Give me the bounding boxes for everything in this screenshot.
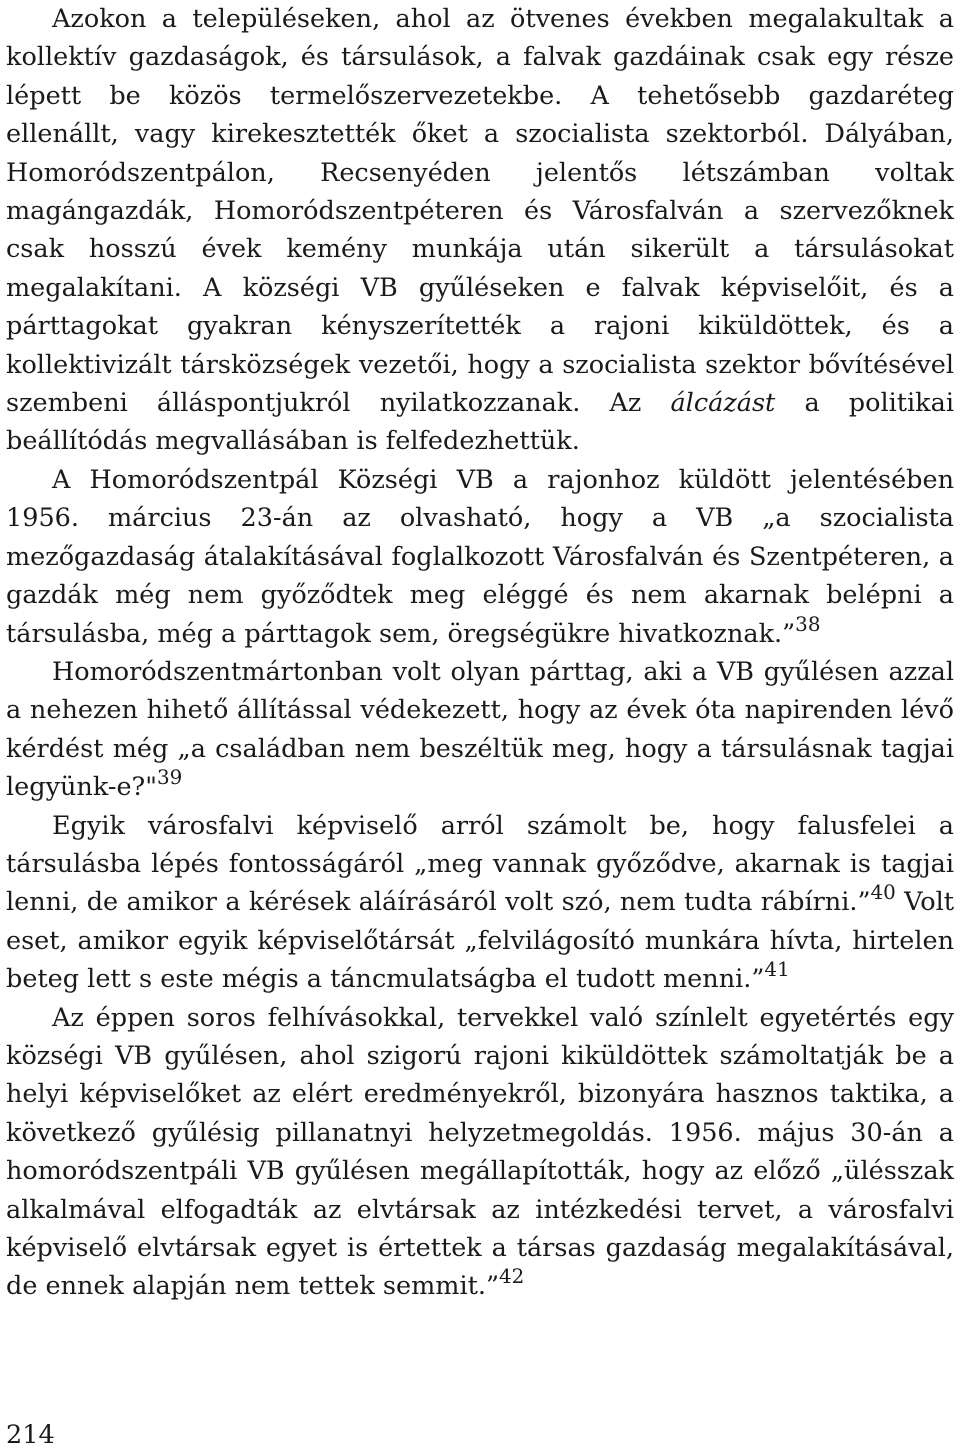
paragraph-text: Volt eset, amikor egyik képviselőtársát „felvilágosító munkára hívta, hirtelen beteg lett s este mégis a táncmulatságba el tudott menni.” [6, 887, 954, 995]
paragraph [6, 461, 954, 653]
footnote-ref: 42 [499, 1265, 525, 1289]
paragraph-text: A Homoródszentpál Községi VB a rajonhoz küldött jelentésében 1956. március 23-án az olvasható, hogy a VB „a szocialista mezőgazdaság átalakításával foglalkozott Városfalván és Szentpéteren, a gazdák még nem győződtek meg eléggé és nem akarnak belépni a társulásba, még a párttagok sem, öregségükre hivatkoznak.” [6, 464, 954, 649]
paragraph [6, 807, 954, 999]
paragraph [6, 653, 954, 807]
page-body [6, 0, 954, 1306]
footnote-ref: 40 [870, 881, 896, 905]
paragraph-text: Azokon a településeken, ahol az ötvenes években megalakultak a kollektív gazdaságok, és társulások, a falvak gazdáinak csak egy része lépett be közös termelőszervezetekbe. A tehetősebb gazdaréteg ellenállt, vagy kirekesztették őket a szocialista szektorból. Dályában, Homoródszentpálon, Recsenyéden jelentős létszámban voltak magángazdák, Homoródszentpéteren és Városfalván a szervezőknek csak hosszú évek kemény munkája után sikerült a társulásokat megalakítani. A községi VB gyűléseken e falvak képviselőit, és a párttagokat gyakran kényszerítették a rajoni kiküldöttek, és a kollektivizált társközségek vezetői, hogy a szocialista szektor bővítésével szembeni álláspontjukról nyilatkozzanak. Az [6, 4, 954, 419]
paragraph-text: Egyik városfalvi képviselő arról számolt be, hogy falusfelei a társulásba lépés fontosságáról „meg vannak győződve, akarnak is tagjai lenni, de amikor a kérések aláírásáról volt szó, nem tudta rábírni.” [6, 810, 954, 918]
page-number: 214 [6, 1420, 55, 1450]
emphasized-text: álcázást [670, 388, 776, 419]
footnote-ref: 38 [795, 612, 821, 636]
footnote-ref: 41 [764, 958, 790, 982]
paragraph-text: Az éppen soros felhívásokkal, tervekkel való színlelt egyetértés egy községi VB gyűlésen, ahol szigorú rajoni kiküldöttek számoltatják be a helyi képviselőket az elért eredményekről, bizonyára hasznos taktika, a következő gyűlésig pillanatnyi helyzetmegoldás. 1956. május 30-án a homoródszentpáli VB gyűlésen megállapították, hogy az előző „ülésszak alkalmával elfogadták az elvtársak az intézkedési tervet, a városfalvi képviselő elvtársak egyet is értettek a társas gazdaság megalakításával, de ennek alapján nem tettek semmit.” [6, 1002, 954, 1302]
paragraph [6, 999, 954, 1306]
paragraph-text: Homoródszentmártonban volt olyan párttag, aki a VB gyűlésen azzal a nehezen hihető állítással védekezett, hogy az évek óta napirenden lévő kérdést még „a családban nem beszéltük meg, hogy a társulásnak tagjai legyünk-e?" [6, 656, 954, 803]
footnote-ref: 39 [156, 766, 183, 790]
paragraph-text: a politikai beállítódás megvallásában is felfedezhettük. [6, 388, 954, 457]
paragraph [6, 0, 954, 461]
